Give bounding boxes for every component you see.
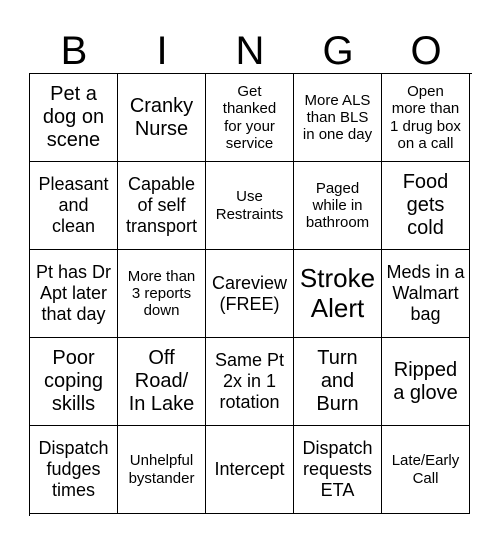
bingo-cell[interactable] (294, 250, 382, 338)
cell-text: Open more than 1 drug box on a call (390, 83, 461, 152)
bingo-cell[interactable] (30, 338, 118, 426)
bingo-cell[interactable] (382, 426, 470, 514)
cell-text: Use Restraints (215, 188, 284, 223)
cell-text: Turn and Burn (316, 347, 359, 415)
cell-text: Unhelpful bystander (128, 452, 195, 487)
bingo-cell[interactable] (118, 338, 206, 426)
cell-text: Get thanked for your service (222, 83, 277, 152)
cell-text: Pet a dog on scene (42, 83, 105, 151)
cell-text: Food gets cold (402, 171, 449, 239)
bingo-cell[interactable] (30, 162, 118, 250)
bingo-cell[interactable] (118, 426, 206, 514)
bingo-cell[interactable] (30, 426, 118, 514)
bingo-cell[interactable] (294, 74, 382, 162)
bingo-cell[interactable] (206, 162, 294, 250)
bingo-cell[interactable] (206, 426, 294, 514)
cell-text: Pleasant and clean (38, 174, 109, 236)
bingo-cell[interactable] (294, 338, 382, 426)
bingo-cell[interactable] (382, 250, 470, 338)
header-letter-b: B (60, 29, 88, 73)
bingo-grid (29, 73, 472, 516)
header-letter-i: I (156, 29, 168, 73)
bingo-cell[interactable] (118, 250, 206, 338)
cell-text: Capable of self transport (125, 174, 198, 236)
cell-text: Off Road/ In Lake (128, 347, 195, 415)
bingo-cell[interactable] (294, 162, 382, 250)
cell-text: Stroke Alert (299, 262, 376, 323)
cell-text: Dispatch fudges times (38, 438, 109, 500)
bingo-cell[interactable] (118, 162, 206, 250)
header-letter-n: N (235, 29, 265, 73)
bingo-cell[interactable] (294, 426, 382, 514)
bingo-cell[interactable] (30, 250, 118, 338)
bingo-header (30, 22, 470, 72)
cell-text: Intercept (214, 459, 285, 480)
cell-text: Dispatch requests ETA (302, 438, 373, 500)
bingo-cell[interactable] (118, 74, 206, 162)
cell-text: Pt has Dr Apt later that day (35, 262, 112, 324)
bingo-cell[interactable] (30, 74, 118, 162)
bingo-cell-free[interactable] (206, 250, 294, 338)
cell-text: Meds in a Walmart bag (386, 262, 465, 324)
cell-text: More ALS than BLS in one day (302, 91, 373, 144)
bingo-cell[interactable] (382, 74, 470, 162)
cell-text: More than 3 reports down (127, 267, 196, 320)
header-letter-o: O (410, 29, 442, 73)
bingo-cell[interactable] (382, 162, 470, 250)
cell-text: Careview (FREE) (211, 272, 288, 314)
cell-text: Paged while in bathroom (305, 179, 370, 232)
bingo-cell[interactable] (382, 338, 470, 426)
bingo-cell[interactable] (206, 338, 294, 426)
cell-text: Ripped a glove (393, 358, 458, 404)
cell-text: Cranky Nurse (129, 94, 194, 140)
cell-text: Same Pt 2x in 1 rotation (214, 350, 285, 412)
header-letter-g: G (322, 29, 354, 73)
cell-text: Poor coping skills (44, 347, 103, 415)
bingo-cell[interactable] (206, 74, 294, 162)
cell-text: Late/Early Call (391, 452, 460, 487)
